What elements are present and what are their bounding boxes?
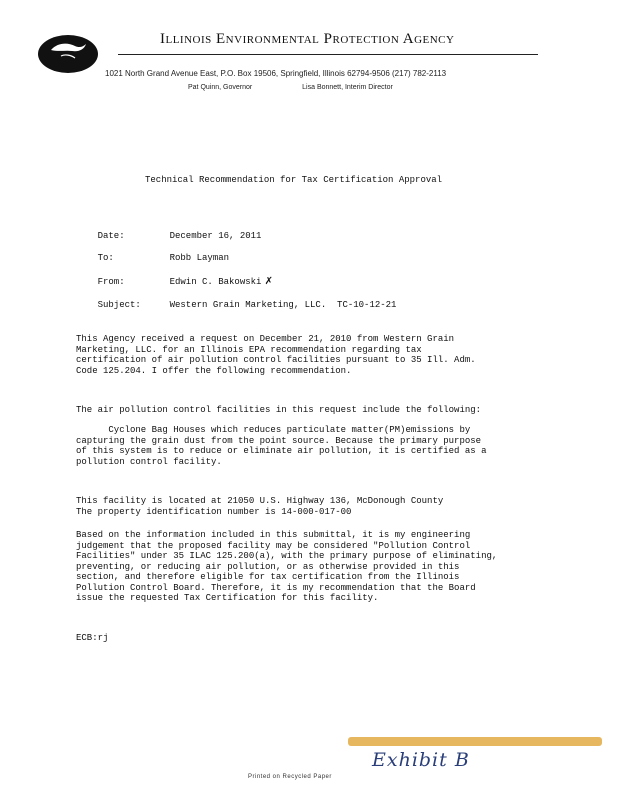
recycled-paper-note: Printed on Recycled Paper — [248, 774, 332, 780]
agency-address: 1021 North Grand Avenue East, P.O. Box 19506, Springfield, Illinois 62794-9506 (217) 782-2113 — [105, 69, 447, 78]
director-name: Lisa Bonnett, Interim Director — [302, 84, 393, 91]
paragraph-location: This facility is located at 21050 U.S. Highway 136, McDonough County The property identification number is 14-000-017-00 — [76, 496, 444, 517]
exhibit-stamp — [348, 737, 602, 787]
agency-seal-icon — [37, 34, 99, 74]
subject-value: Western Grain Marketing, LLC. TC-10-12-21 — [169, 300, 397, 310]
exhibit-tab-bar — [348, 737, 602, 746]
paragraph-recommendation: Based on the information included in this submittal, it is my engineering judgement that the proposed facility may be considered "Pollution Control Facilities" under 35 ILAC 125.200(a), with the primary purpose of eliminating, preventing, or reducing air pollution, or as otherwise provided in this section, and therefore eligible for tax certification from the Illinois Pollution Control Board. Therefore, it is my recommendation that the Board issue the requested Tax Certification for this facility. — [76, 530, 498, 603]
date-value: December 16, 2011 — [169, 231, 262, 241]
subject-label: Subject: — [97, 300, 141, 310]
memo-title: Technical Recommendation for Tax Certification Approval — [145, 175, 443, 185]
paragraph-facilities-intro: The air pollution control facilities in this request include the following: — [76, 405, 482, 415]
author-initials: ECB:rj — [76, 633, 109, 643]
memo-subject-row — [76, 290, 396, 320]
from-value: Edwin C. Bakowski — [169, 277, 262, 287]
agency-officials — [188, 84, 393, 91]
exhibit-label: Exhibit B — [372, 749, 470, 771]
from-label: From: — [97, 277, 125, 287]
paragraph-cyclone-bag-houses: Cyclone Bag Houses which reduces particulate matter(PM)emissions by capturing the grain dust from the point source. Because the primary purpose of this system is to reduce or eliminate air pollution, it is certified as a pollution control facility. — [76, 425, 487, 467]
agency-name: Illinois Environmental Protection Agency — [160, 31, 455, 47]
to-label: To: — [97, 253, 114, 263]
paragraph-request: This Agency received a request on December 21, 2010 from Western Grain Marketing, LLC. for an Illinois EPA recommendation regarding tax certification of air pollution control facilities pursuant to 35 Ill. Adm. Code 125.204. I offer the following recommendation. — [76, 334, 476, 376]
letterhead-rule — [118, 54, 538, 55]
governor-name: Pat Quinn, Governor — [188, 84, 253, 91]
signature-initials-icon: ✗ — [261, 276, 273, 287]
date-label: Date: — [97, 231, 125, 241]
to-value: Robb Layman — [169, 253, 230, 263]
